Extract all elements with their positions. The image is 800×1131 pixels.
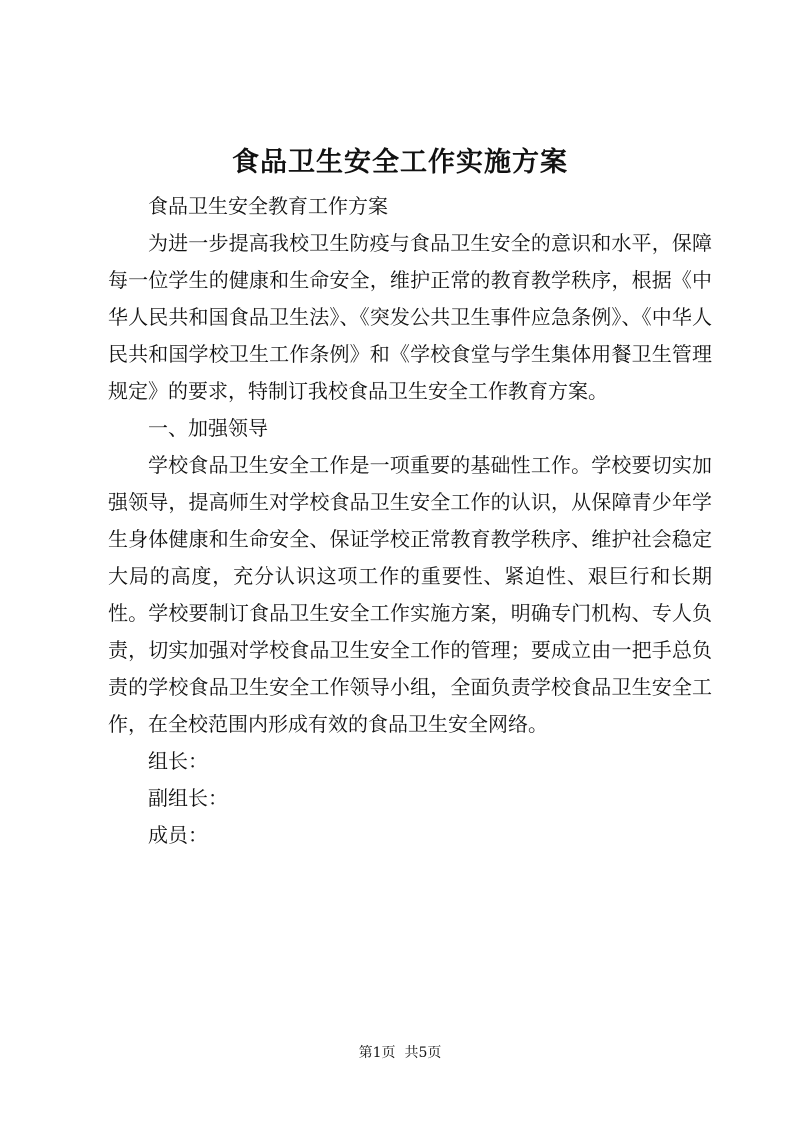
leadership-paragraph: 学校食品卫生安全工作是一项重要的基础性工作。学校要切实加强领导，提高师生对学校食品卫生安全工作的认识，从保障青少年学生身体健康和生命安全、保证学校正常教育教学秩序、维护社会稳定大局的高度，充分认识这项工作的重要性、紧迫性、艰巨行和长期性。学校要制订食品卫生安全工作实施方案，明确专门机构、专人负责，切实加强对学校食品卫生安全工作的管理；要成立由一把手总负责的学校食品卫生安全工作领导小组，全面负责学校食品卫生安全工作，在全校范围内形成有效的食品卫生安全网络。	[108, 453, 712, 736]
members-line: 成员：	[148, 823, 208, 847]
document-body	[108, 188, 712, 854]
section-heading-leadership: 一、加强领导	[148, 416, 268, 440]
page-number: 第1页 共5页	[358, 1045, 442, 1061]
page-footer	[0, 1042, 800, 1062]
group-leader-line: 组长：	[148, 749, 208, 773]
document-title: 食品卫生安全工作实施方案	[232, 147, 568, 178]
deputy-leader-line: 副组长：	[148, 786, 228, 810]
intro-paragraph: 为进一步提高我校卫生防疫与食品卫生安全的意识和水平，保障每一位学生的健康和生命安全，维护正常的教育教学秩序，根据《中华人民共和国食品卫生法》、《突发公共卫生事件应急条例》、《中华人民共和国学校卫生工作条例》和《学校食堂与学生集体用餐卫生管理规定》的要求，特制订我校食品卫生安全工作教育方案。	[108, 231, 712, 403]
section-subtitle: 食品卫生安全教育工作方案	[148, 194, 388, 218]
